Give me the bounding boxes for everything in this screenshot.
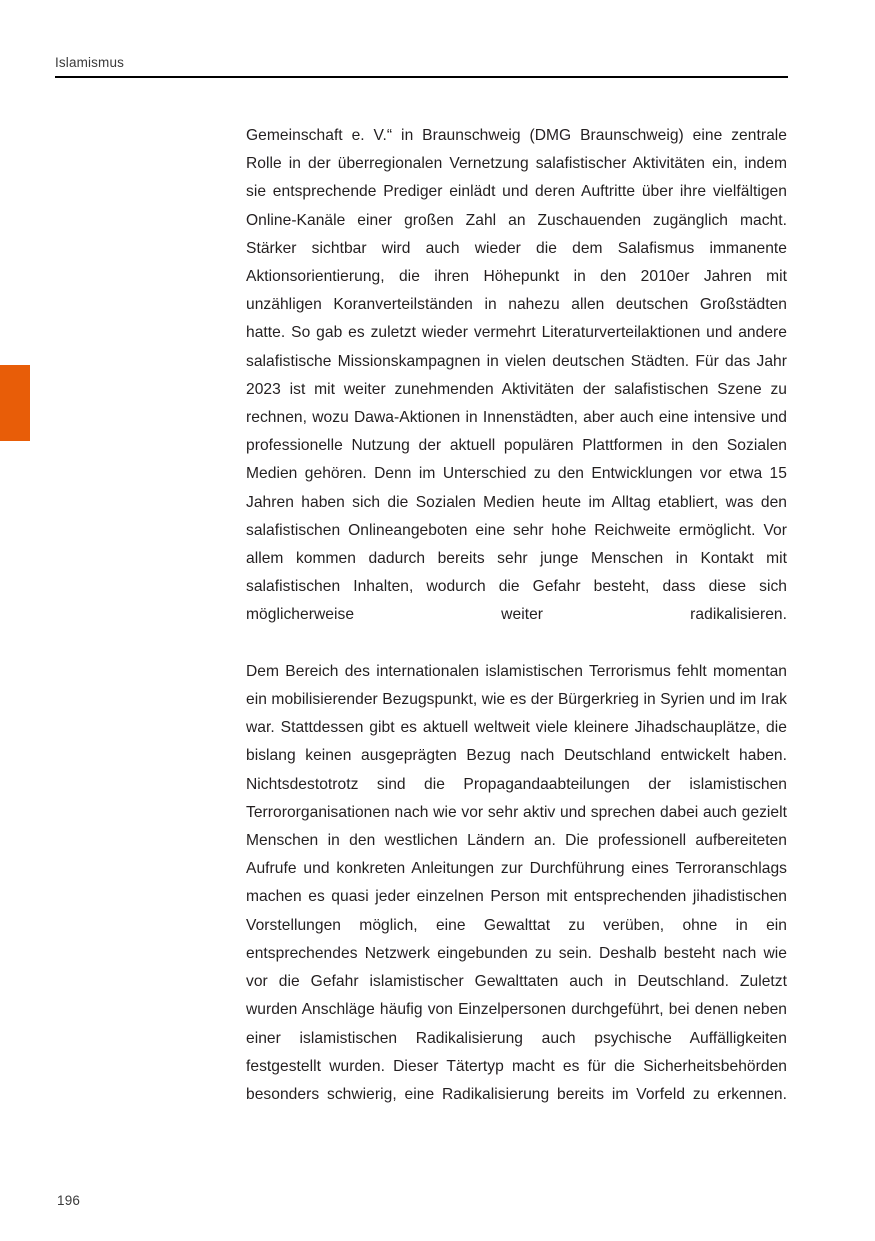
page-number: 196 (57, 1193, 81, 1208)
body-paragraph: Gemeinschaft e. V.“ in Braunschweig (DMG Braunschweig) eine zentrale Rolle in der überregionalen Vernetzung salafistischer Aktivitäten ein, indem sie entsprechende Prediger einlädt und deren Auftritte über ihre vielfältigen Online-Kanäle einer großen Zahl an Zuschauenden zugänglich macht. Stärker sichtbar wird auch wieder die dem Salafismus immanente Aktionsorientierung, die ihren Höhepunkt in den 2010er Jahren mit unzähligen Koranverteilständen in nahezu allen deutschen Großstädten hatte. So gab es zuletzt wieder vermehrt Literaturverteilaktionen und andere salafistische Missionskampagnen in vielen deutschen Städten. Für das Jahr 2023 ist mit weiter zunehmenden Aktivitäten der salafistischen Szene zu rechnen, wozu Dawa-Aktionen in Innenstädten, aber auch eine intensive und professionelle Nutzung der aktuell populären Plattformen in den Sozialen Medien gehören. Denn im Unterschied zu den Entwicklungen vor etwa 15 Jahren haben sich die Sozialen Medien heute im Alltag etabliert, was den salafistischen Onlineangeboten eine sehr hohe Reichweite ermöglicht. Vor allem kommen dadurch bereits sehr junge Menschen in Kontakt mit salafistischen Inhalten, wodurch die Gefahr besteht, dass diese sich möglicherweise weiter radikalisieren. (246, 127, 787, 624)
running-head-title: Islamismus (55, 55, 125, 70)
body-text-column (246, 122, 787, 1137)
body-paragraph: Dem Bereich des internationalen islamistischen Terrorismus fehlt momentan ein mobilisierender Bezugspunkt, wie es der Bürgerkrieg in Syrien und im Irak war. Stattdessen gibt es aktuell weltweit viele kleinere Jihadschauplätze, die bislang keinen ausgeprägten Bezug nach Deutschland entwickelt haben. Nichtsdestotrotz sind die Propagandaabteilungen der islamistischen Terrororganisationen nach wie vor sehr aktiv und sprechen dabei auch gezielt Menschen in den westlichen Ländern an. Die professionell aufbereiteten Aufrufe und konkreten Anleitungen zur Durchführung eines Terroranschlags machen es quasi jeder einzelnen Person mit entsprechenden jihadistischen Vorstellungen möglich, eine Gewalttat zu verüben, ohne in ein entsprechendes Netzwerk eingebunden zu sein. Deshalb besteht nach wie vor die Gefahr islamistischer Gewalttaten auch in Deutschland. Zuletzt wurden Anschläge häufig von Einzelpersonen durchgeführt, bei denen neben einer islamistischen Radikalisierung auch psychische Auffälligkeiten festgestellt wurden. Dieser Tätertyp macht es für die Sicherheitsbehörden besonders schwierig, eine Radikalisierung bereits im Vorfeld zu erkennen. (246, 662, 787, 1103)
running-head-rule (55, 76, 788, 78)
section-edge-tab (0, 365, 30, 441)
running-head (55, 54, 788, 71)
page-footer (57, 1192, 80, 1210)
